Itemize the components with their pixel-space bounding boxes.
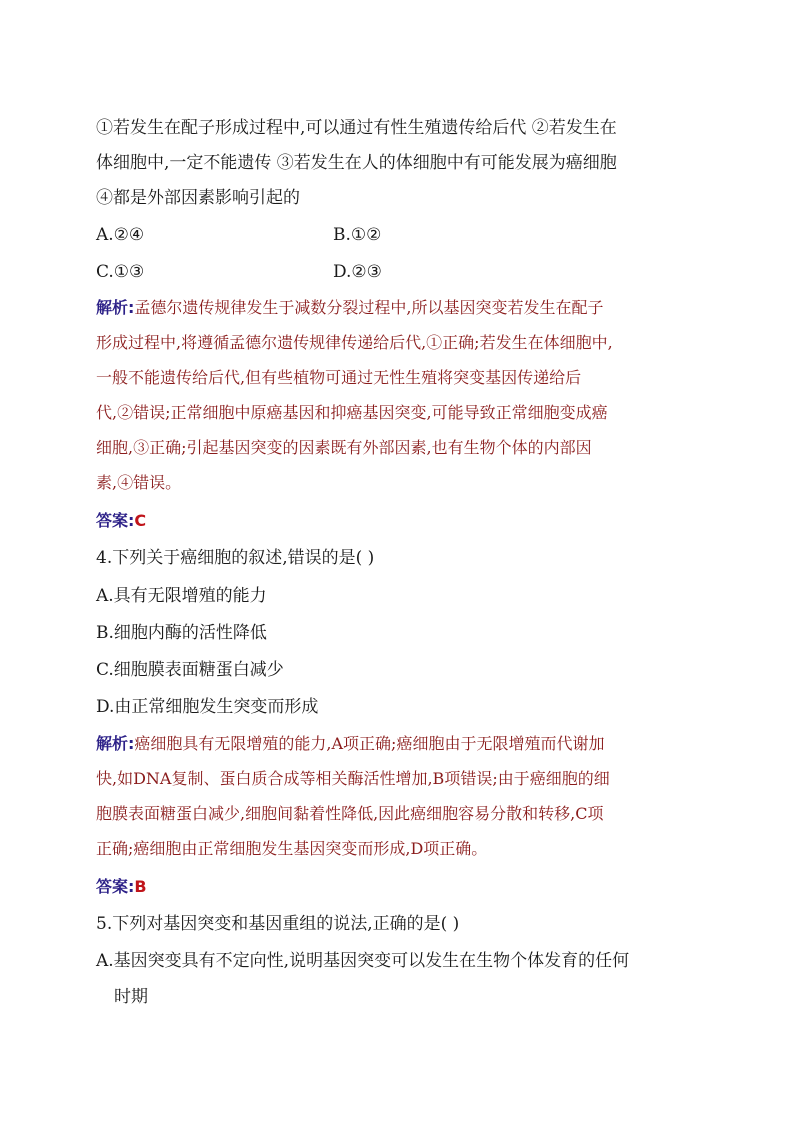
q3-stem-line-1: ①若发生在配子形成过程中,可以通过有性生殖遗传给后代 ②若发生在 xyxy=(96,118,617,138)
q4-answer xyxy=(96,877,147,897)
q3-analysis-line-2: 形成过程中,将遵循孟德尔遗传规律传递给后代,①正确;若发生在体细胞中, xyxy=(96,333,613,352)
q3-options-row-2 xyxy=(96,262,700,282)
q3-option-b: B.①② xyxy=(333,225,382,245)
q3-analysis-line-3: 一般不能遗传给后代,但有些植物可通过无性生殖将突变基因传递给后 xyxy=(96,368,582,387)
q4-analysis-line-4: 正确;癌细胞由正常细胞发生基因突变而形成,D项正确。 xyxy=(96,839,488,858)
q4-analysis-line-1: 解析:癌细胞具有无限增殖的能力,A项正确;癌细胞由于无限增殖而代谢加 xyxy=(96,734,605,753)
q3-analysis-line-4: 代,②错误;正常细胞中原癌基因和抑癌基因突变,可能导致正常细胞变成癌 xyxy=(96,403,608,422)
q5-option-a-line-2: 时期 xyxy=(114,987,148,1007)
q4-option-d: D.由正常细胞发生突变而形成 xyxy=(96,697,319,717)
q3-answer-value: C xyxy=(134,511,147,530)
q4-analysis-line-3: 胞膜表面糖蛋白减少,细胞间黏着性降低,因此癌细胞容易分散和转移,C项 xyxy=(96,804,604,823)
q4-answer-label: 答案: xyxy=(96,877,135,896)
q3-analysis-label: 解析: xyxy=(96,298,135,317)
q3-analysis-line-5: 细胞,③正确;引起基因突变的因素既有外部因素,也有生物个体的内部因 xyxy=(96,438,592,457)
q4-stem: 4.下列关于癌细胞的叙述,错误的是( ) xyxy=(96,548,375,568)
q3-analysis-line-1: 解析:孟德尔遗传规律发生于减数分裂过程中,所以基因突变若发生在配子 xyxy=(96,298,604,317)
q4-analysis-line-2: 快,如DNA复制、蛋白质合成等相关酶活性增加,B项错误;由于癌细胞的细 xyxy=(96,769,610,788)
q3-options-row-1 xyxy=(96,225,700,245)
q3-stem-line-2: 体细胞中,一定不能遗传 ③若发生在人的体细胞中有可能发展为癌细胞 xyxy=(96,153,617,173)
q4-answer-value: B xyxy=(134,877,147,896)
q5-option-a-line-1: A.基因突变具有不定向性,说明基因突变可以发生在生物个体发育的任何 xyxy=(96,951,630,971)
q4-analysis-label: 解析: xyxy=(96,734,135,753)
q4-option-c: C.细胞膜表面糖蛋白减少 xyxy=(96,660,284,680)
q3-option-c: C.①③ xyxy=(96,262,145,282)
q3-option-a: A.②④ xyxy=(96,225,145,245)
q3-stem-line-3: ④都是外部因素影响引起的 xyxy=(96,188,300,208)
q3-analysis-line-6: 素,④错误。 xyxy=(96,473,182,492)
q3-answer xyxy=(96,511,146,531)
q3-answer-label: 答案: xyxy=(96,511,135,530)
q5-stem: 5.下列对基因突变和基因重组的说法,正确的是( ) xyxy=(96,914,460,934)
q4-option-a: A.具有无限增殖的能力 xyxy=(96,586,267,606)
q3-option-d: D.②③ xyxy=(333,262,382,282)
q4-option-b: B.细胞内酶的活性降低 xyxy=(96,623,267,643)
